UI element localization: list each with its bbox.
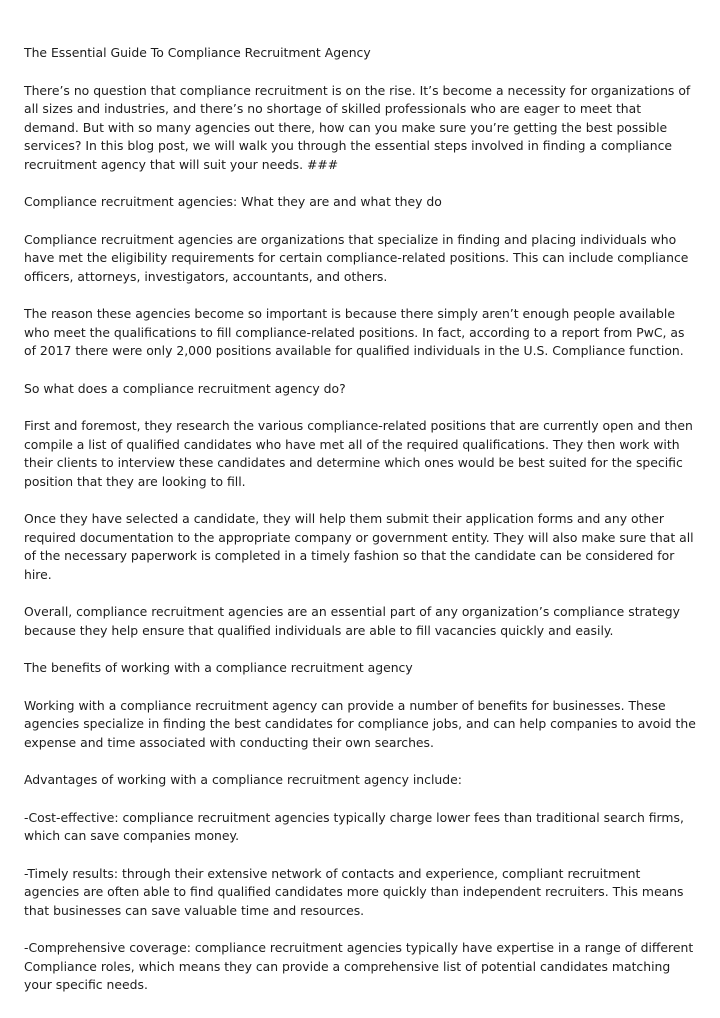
paragraph-application: Once they have selected a candidate, they will help them submit their application forms and any other required documentation to the appropriate company or government entity. They will also make sure that all of the necessary paperwork is completed in a timely fashion so that the candidate can be considered for hire. [24, 511, 694, 582]
advantages-intro: Advantages of working with a compliance recruitment agency include: [24, 772, 462, 787]
paragraph-definition: Compliance recruitment agencies are organizations that specialize in finding and placing individuals who have met the eligibility requirements for certain compliance-related positions. This can include compliance officers, attorneys, investigators, accountants, and others. [24, 231, 689, 284]
advantage-timely-results: -Timely results: through their extensive network of contacts and experience, compliant recruitment agencies are often able to find qualified candidates more quickly than independent recruiters. This means that businesses can save valuable time and resources. [24, 865, 684, 918]
section-heading-benefits: The benefits of working with a compliance recruitment agency [24, 660, 413, 675]
document-title: The Essential Guide To Compliance Recruitment Agency [24, 45, 371, 60]
section-heading-what-they-do: So what does a compliance recruitment agency do? [24, 380, 346, 396]
paragraph-benefits: Working with a compliance recruitment agency can provide a number of benefits for businesses. These agencies specialize in finding the best candidates for compliance jobs, and can help companies to avoid the expense and time associated with conducting their own searches. [24, 697, 696, 750]
advantage-comprehensive-coverage: -Comprehensive coverage: compliance recruitment agencies typically have expertise in a range of different Compliance roles, which means they can provide a comprehensive list of potential candidates matching your specific needs. [24, 940, 694, 992]
advantage-cost-effective: -Cost-effective: compliance recruitment agencies typically charge lower fees than traditional search firms, which can save companies money. [24, 809, 684, 843]
document-page [24, 44, 698, 1014]
paragraph-research: First and foremost, they research the various compliance-related positions that are currently open and then compile a list of qualified candidates who have met all of the required qualifications. They then work with their clients to interview these candidates and determine which ones would be best suited for the specific position that they are looking to fill. [24, 418, 693, 489]
section-heading-what-they-are: Compliance recruitment agencies: What they are and what they do [24, 194, 442, 209]
paragraph-importance: The reason these agencies become so important is because there simply aren’t enough people available who meet the qualifications to fill compliance-related positions. In fact, according to a report from PwC, as of 2017 there were only 2,000 positions available for qualified individuals in the U.S. Compliance function. [24, 306, 685, 358]
intro-paragraph: There’s no question that compliance recruitment is on the rise. It’s become a necessity for organizations of all sizes and industries, and there’s no shortage of skilled professionals who are eager to meet that demand. But with so many agencies out there, how can you make sure you’re getting the best possible services? In this blog post, we will walk you through the essential steps involved in finding a compliance recruitment agency that will suit your needs. ### [24, 82, 691, 172]
paragraph-overall: Overall, compliance recruitment agencies are an essential part of any organization’s compliance strategy because they help ensure that qualified individuals are able to fill vacancies quickly and easily. [24, 604, 680, 638]
